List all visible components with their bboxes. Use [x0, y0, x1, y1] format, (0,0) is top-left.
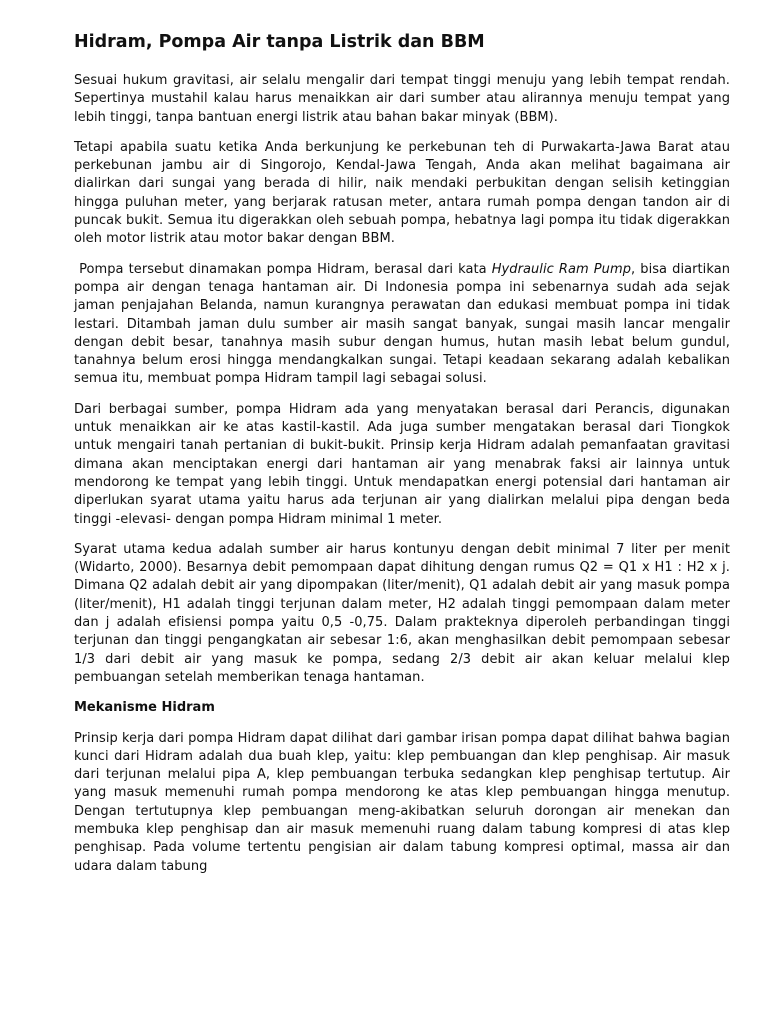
paragraph-3-term: Hydraulic Ram Pump	[491, 261, 631, 277]
paragraph-4: Dari berbagai sumber, pompa Hidram ada yang menyatakan berasal dari Perancis, digunakan untuk menaikkan air ke atas kastil-kastil. Ada juga sumber mengatakan berasal dari Tiongkok untuk mengairi tanah pertanian di bukit-bukit. Prinsip kerja Hidram adalah pemanfaatan gravitasi dimana akan menciptakan energi dari hantaman air yang menabrak faksi air lainnya untuk mendorong ke tempat yang lebih tinggi. Untuk mendapatkan energi potensial dari hantaman air diperlukan syarat utama yaitu harus ada terjunan air yang dialirkan melalui pipa dengan beda tinggi -elevasi- dengan pompa Hidram minimal 1 meter.	[74, 401, 730, 527]
paragraph-2: Tetapi apabila suatu ketika Anda berkunjung ke perkebunan teh di Purwakarta-Jawa Barat atau perkebunan jambu air di Singorojo, Kendal-Jawa Tengah, Anda akan melihat bagaimana air dialirkan dari sungai yang berada di hilir, naik mendaki perbukitan dengan selisih ketinggian hingga puluhan meter, yang berjarak ratusan meter, antara rumah pompa dengan tandon air di puncak bukit. Semua itu digerakkan oleh sebuah pompa, hebatnya lagi pompa itu tidak digerakkan oleh motor listrik atau motor bakar dengan BBM.	[74, 139, 730, 247]
paragraph-3-text-a: Pompa tersebut dinamakan pompa Hidram, berasal dari kata	[79, 261, 492, 277]
page-title: Hidram, Pompa Air tanpa Listrik dan BBM	[74, 32, 485, 52]
paragraph-5: Syarat utama kedua adalah sumber air harus kontunyu dengan debit minimal 7 liter per menit (Widarto, 2000). Besarnya debit pemompaan dapat dihitung dengan rumus Q2 = Q1 x H1 : H2 x j. Dimana Q2 adalah debit air yang dipompakan (liter/menit), Q1 adalah debit air yang masuk pompa (liter/menit), H1 adalah tinggi terjunan dalam meter, H2 adalah tinggi pemompaan dalam meter dan j adalah efisiensi pompa yaitu 0,5 -0,75. Dalam prakteknya diperoleh perbandingan tinggi terjunan dan tinggi pengangkatan air sebesar 1:6, akan menghasilkan debit pemompaan sebesar 1/3 dari debit air yang masuk ke pompa, sedang 2/3 debit air akan keluar melalui klep pembuangan setelah memberikan tenaga hantaman.	[74, 541, 730, 685]
section-heading: Mekanisme Hidram	[74, 700, 215, 716]
paragraph-3-text-b: , bisa diartikan pompa air dengan tenaga hantaman air. Di Indonesia pompa ini sebenarnya sudah ada sejak jaman penjajahan Belanda, namun kurangnya perawatan dan edukasi membuat pompa ini tidak lestari. Ditambah jaman dulu sumber air masih sangat banyak, sungai masih lancar mengalir dengan debit besar, tanahnya masih subur dengan humus, hutan masih lebat belum gundul, tanahnya belum erosi hingga mendangkalkan sungai. Tetapi keadaan sekarang adalah kebalikan semua itu, membuat pompa Hidram tampil lagi sebagai solusi.	[74, 261, 730, 387]
paragraph-6: Prinsip kerja dari pompa Hidram dapat dilihat dari gambar irisan pompa dapat dilihat bahwa bagian kunci dari Hidram adalah dua buah klep, yaitu: klep pembuangan dan klep penghisap. Air masuk dari terjunan melalui pipa A, klep pembuangan terbuka sedangkan klep penghisap tertutup. Air yang masuk memenuhi rumah pompa mendorong ke atas klep pembuangan hingga menutup. Dengan tertutupnya klep pembuangan meng-akibatkan seluruh dorongan air menekan dan membuka klep penghisap dan air masuk memenuhi ruang dalam tabung kompresi di atas klep penghisap. Pada volume tertentu pengisian air dalam tabung kompresi optimal, massa air dan udara dalam tabung	[74, 730, 730, 874]
paragraph-1: Sesuai hukum gravitasi, air selalu mengalir dari tempat tinggi menuju yang lebih tempat rendah. Sepertinya mustahil kalau harus menaikkan air dari sumber atau alirannya menuju tempat yang lebih tinggi, tanpa bantuan energi listrik atau bahan bakar minyak (BBM).	[74, 73, 730, 125]
paragraph-3	[74, 261, 730, 389]
